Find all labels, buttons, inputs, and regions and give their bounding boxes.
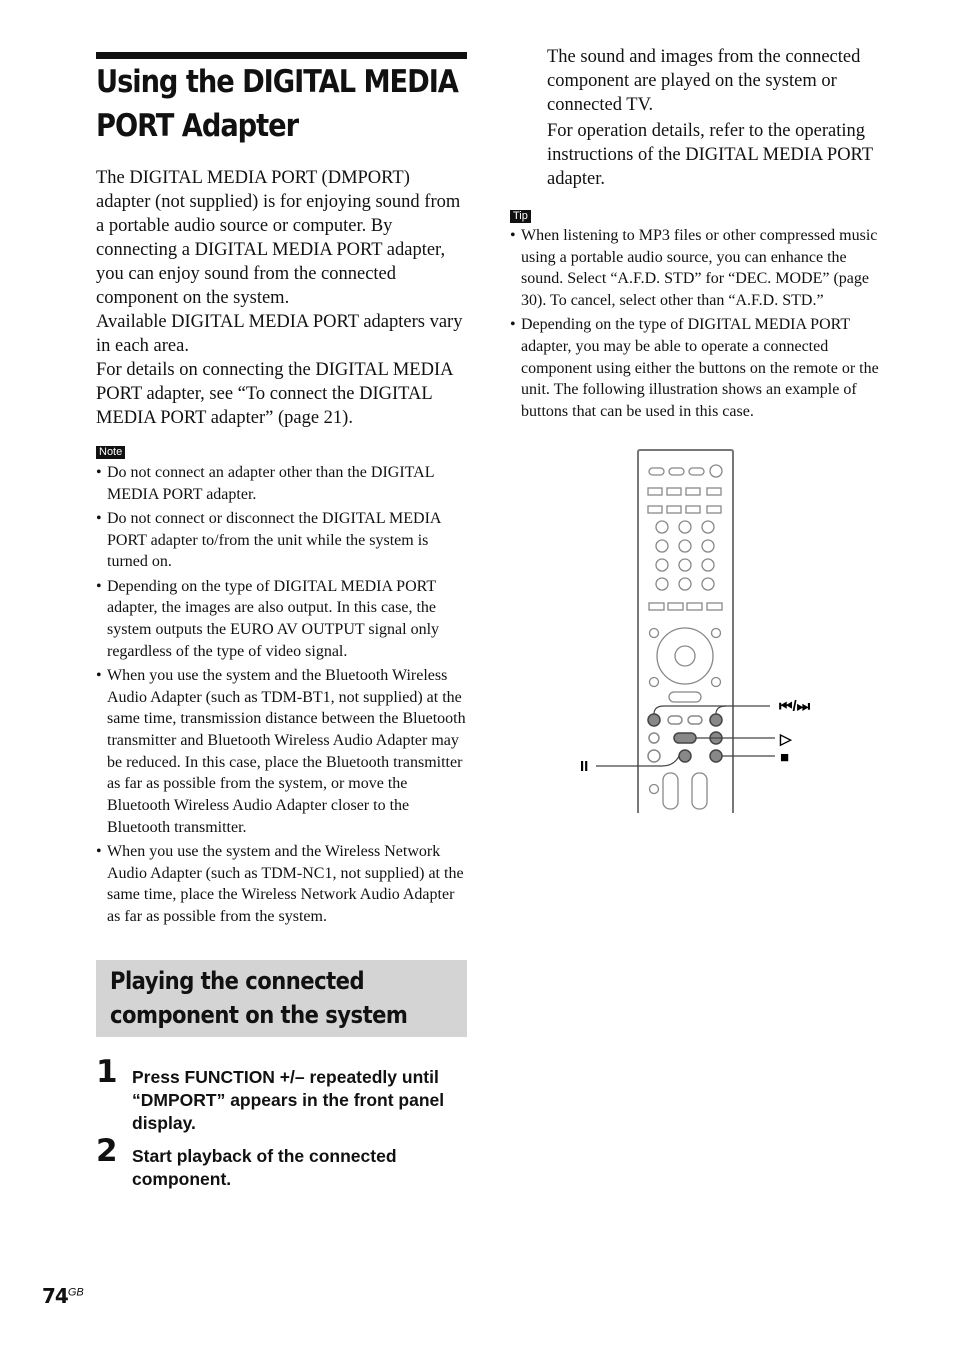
step-text: Press FUNCTION +/– repeatedly until “DMPORT” appears in the front panel display. [132,1067,445,1133]
tip-label: Tip [510,210,531,223]
step-number: 1 [96,1054,118,1090]
section-title-line: component on the system [110,1001,408,1029]
intro-paragraph: Available DIGITAL MEDIA PORT adapters vary in each area. [96,312,463,356]
step-number: 2 [96,1133,118,1169]
page-number-value: 74 [42,1284,68,1308]
right-paragraph: For operation details, refer to the operating instructions of the DIGITAL MEDIA PORT adapter. [547,121,873,189]
intro-paragraph: The DIGITAL MEDIA PORT (DMPORT) adapter (not supplied) is for enjoying sound from a portable audio source or computer. By connecting a DIGITAL MEDIA PORT adapter, you can enjoy sound from the connected component on the system. [96,168,461,308]
note-item: • Do not connect an adapter other than the DIGITAL MEDIA PORT adapter. [96,462,470,505]
page-number-suffix: GB [67,1286,84,1299]
tip-list [510,225,888,425]
section-heading-box [96,960,467,1037]
tip-item: • Depending on the type of DIGITAL MEDIA PORT adapter, you may be able to operate a connected component using either the buttons on the remote or the unit. The following illustration shows an example of buttons that can be used in this case. [510,314,888,423]
note-item: • Depending on the type of DIGITAL MEDIA PORT adapter, the images are also output. In this case, the system outputs the EURO AV OUTPUT signal only regardless of the type of video signal. [96,576,470,663]
prev-next-label: ⏮/⏭ [779,698,811,715]
section-title-line: Playing the connected [110,967,365,995]
intro-text [96,166,468,430]
right-paragraph: The sound and images from the connected component are played on the system or connected TV. [547,47,861,115]
note-item: • Do not connect or disconnect the DIGITAL MEDIA PORT adapter to/from the unit while the system is turned on. [96,508,470,573]
intro-paragraph: For details on connecting the DIGITAL MEDIA PORT adapter, see “To connect the DIGITAL MEDIA PORT adapter” (page 21). [96,360,453,428]
stop-label: ■ [780,749,790,766]
right-column-text [547,45,892,193]
page-title [96,60,458,148]
note-item: • When you use the system and the Bluetooth Wireless Audio Adapter (such as TDM-BT1, not supplied) at the same time, transmission distance between the Bluetooth transmitter and Bluetooth Wireless Audio Adapter may be reduced. In this case, place the Bluetooth transmitter as far as possible from the system, or move the Bluetooth Wireless Audio Adapter closer to the Bluetooth transmitter. [96,665,470,839]
remote-control-illustration [570,440,860,820]
play-label: ▷ [780,731,792,748]
page-title-text: Using the DIGITAL MEDIA PORT Adapter [96,64,458,144]
page-number [42,1284,84,1308]
note-list [96,462,470,930]
title-rule [96,52,467,59]
note-item: • When you use the system and the Wireless Network Audio Adapter (such as TDM-NC1, not supplied) at the same time, place the Wireless Network Audio Adapter as far as possible from the system. [96,841,470,928]
pause-label: II [580,758,589,775]
section-title [110,964,480,1032]
step-text: Start playback of the connected component. [132,1146,397,1189]
note-label: Note [96,446,125,459]
tip-item: • When listening to MP3 files or other compressed music using a portable audio source, you can enhance the sound. Select “A.F.D. STD” for “DEC. MODE” (page 30). To cancel, select other than “A.F.D. STD.” [510,225,888,312]
